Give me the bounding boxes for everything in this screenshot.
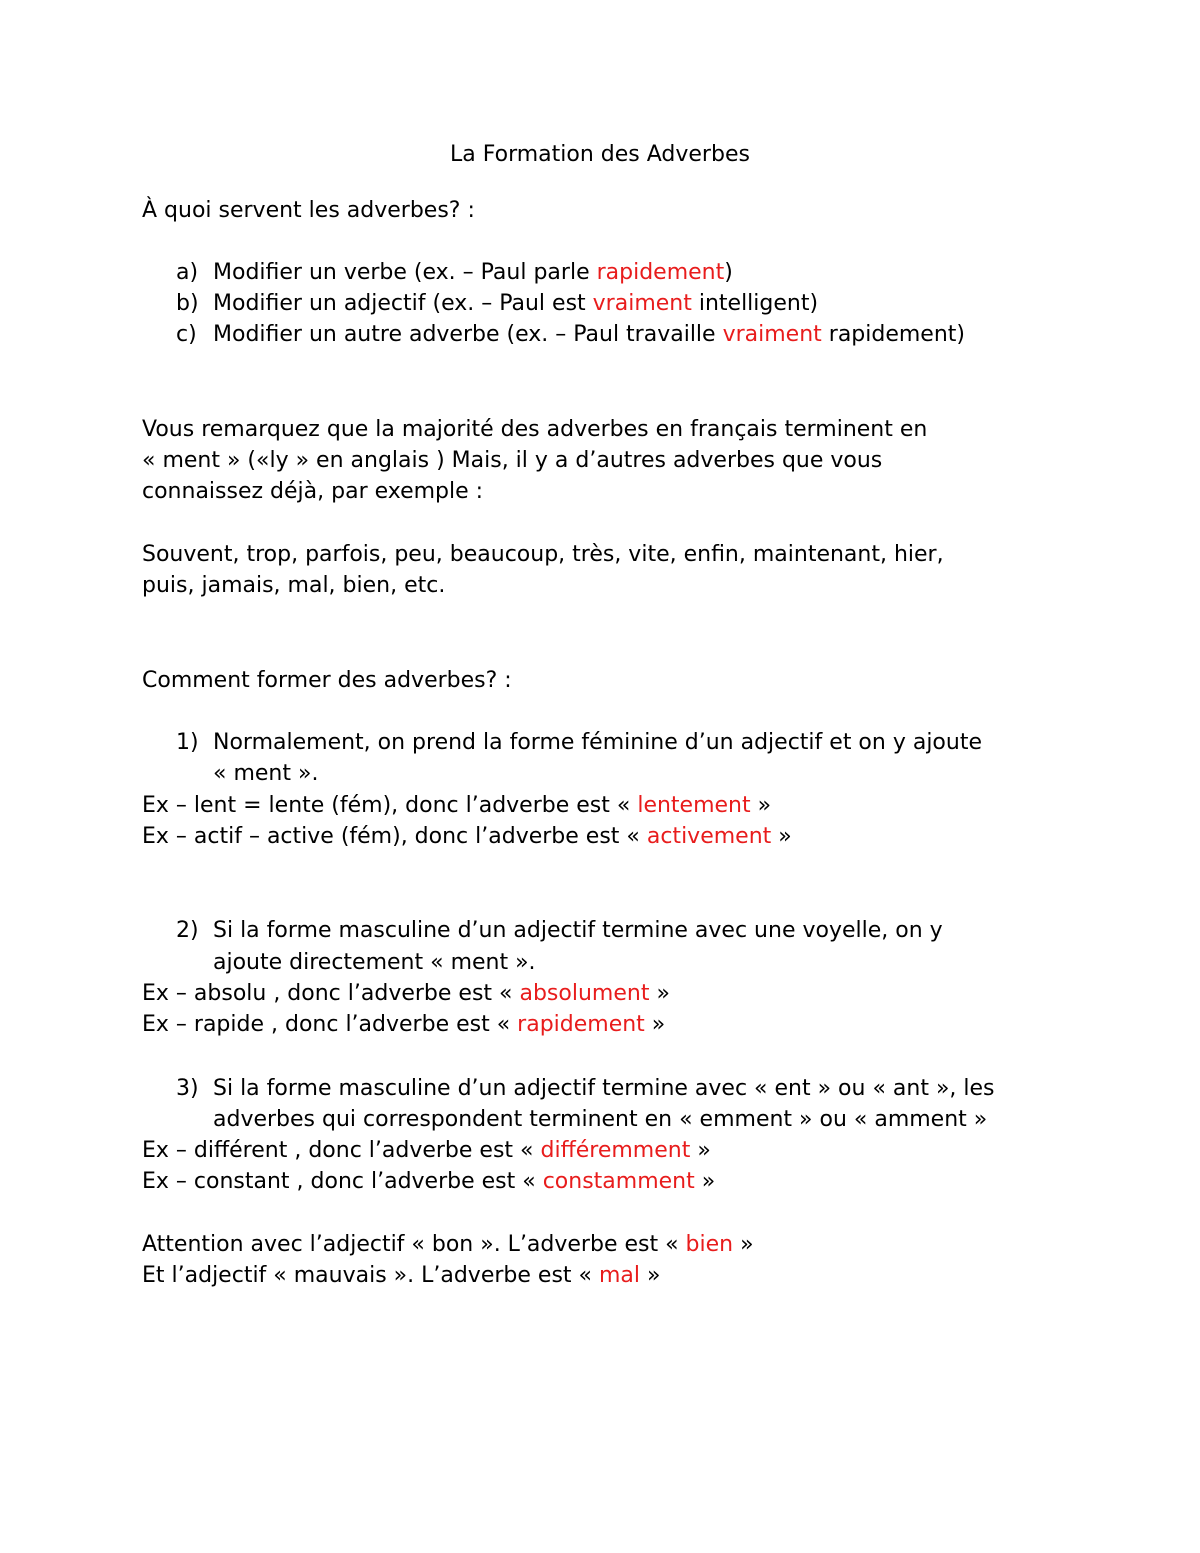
list-label: b) [176,291,199,316]
list-label: a) [176,260,199,285]
list-item: a) Modifier un verbe (ex. – Paul parle rapidement) [176,260,733,285]
question-uses: À quoi servent les adverbes? : [142,198,475,223]
highlight-word: lentement [637,793,751,818]
rule-label: 3) [176,1076,199,1101]
paragraph-line: Vous remarquez que la majorité des adverbes en français terminent en [142,417,928,442]
rule-line: 1) Normalement, on prend la forme féminine d’un adjectif et on y ajoute [176,730,983,755]
example-line: Ex – rapide , donc l’adverbe est « rapidement » [142,1012,666,1037]
highlight-word: rapidement [517,1012,645,1037]
rule-line: 3) Si la forme masculine d’un adjectif termine avec « ent » ou « ant », les [176,1076,995,1101]
rule-label: 1) [176,730,199,755]
paragraph-line: « ment » («ly » en anglais ) Mais, il y a d’autres adverbes que vous [142,448,883,473]
highlight-word: activement [646,824,772,849]
example-line: Ex – absolu , donc l’adverbe est « absolument » [142,981,670,1006]
list-item: b) Modifier un adjectif (ex. – Paul est vraiment intelligent) [176,291,819,316]
rule-line: 2) Si la forme masculine d’un adjectif termine avec une voyelle, on y [176,918,943,943]
highlight-word: bien [685,1232,734,1257]
paragraph-line: Souvent, trop, parfois, peu, beaucoup, très, vite, enfin, maintenant, hier, [142,542,944,567]
highlight-word: absolument [519,981,650,1006]
rule-line: ajoute directement « ment ». [213,950,536,975]
question-formation: Comment former des adverbes? : [142,668,512,693]
example-line: Ex – lent = lente (fém), donc l’adverbe est « lentement » [142,793,772,818]
attention-line: Et l’adjectif « mauvais ». L’adverbe est « mal » [142,1263,661,1288]
example-line: Ex – actif – active (fém), donc l’adverbe est « activement » [142,824,792,849]
example-line: Ex – constant , donc l’adverbe est « constamment » [142,1169,716,1194]
paragraph-line: connaissez déjà, par exemple : [142,479,484,504]
highlight-word: différemment [540,1138,691,1163]
example-line: Ex – différent , donc l’adverbe est « différemment » [142,1138,711,1163]
rule-line: adverbes qui correspondent terminent en « emment » ou « amment » [213,1107,988,1132]
page-title: La Formation des Adverbes [450,142,750,167]
rule-line: « ment ». [213,761,319,786]
list-item: c) Modifier un autre adverbe (ex. – Paul travaille vraiment rapidement) [176,322,965,347]
highlight-word: vraiment [722,322,822,347]
highlight-word: rapidement [596,260,725,285]
highlight-word: mal [598,1263,641,1288]
list-label: c) [176,322,197,347]
highlight-word: constamment [542,1169,695,1194]
rule-label: 2) [176,918,199,943]
paragraph-line: puis, jamais, mal, bien, etc. [142,573,446,598]
highlight-word: vraiment [592,291,692,316]
attention-line: Attention avec l’adjectif « bon ». L’adverbe est « bien » [142,1232,754,1257]
